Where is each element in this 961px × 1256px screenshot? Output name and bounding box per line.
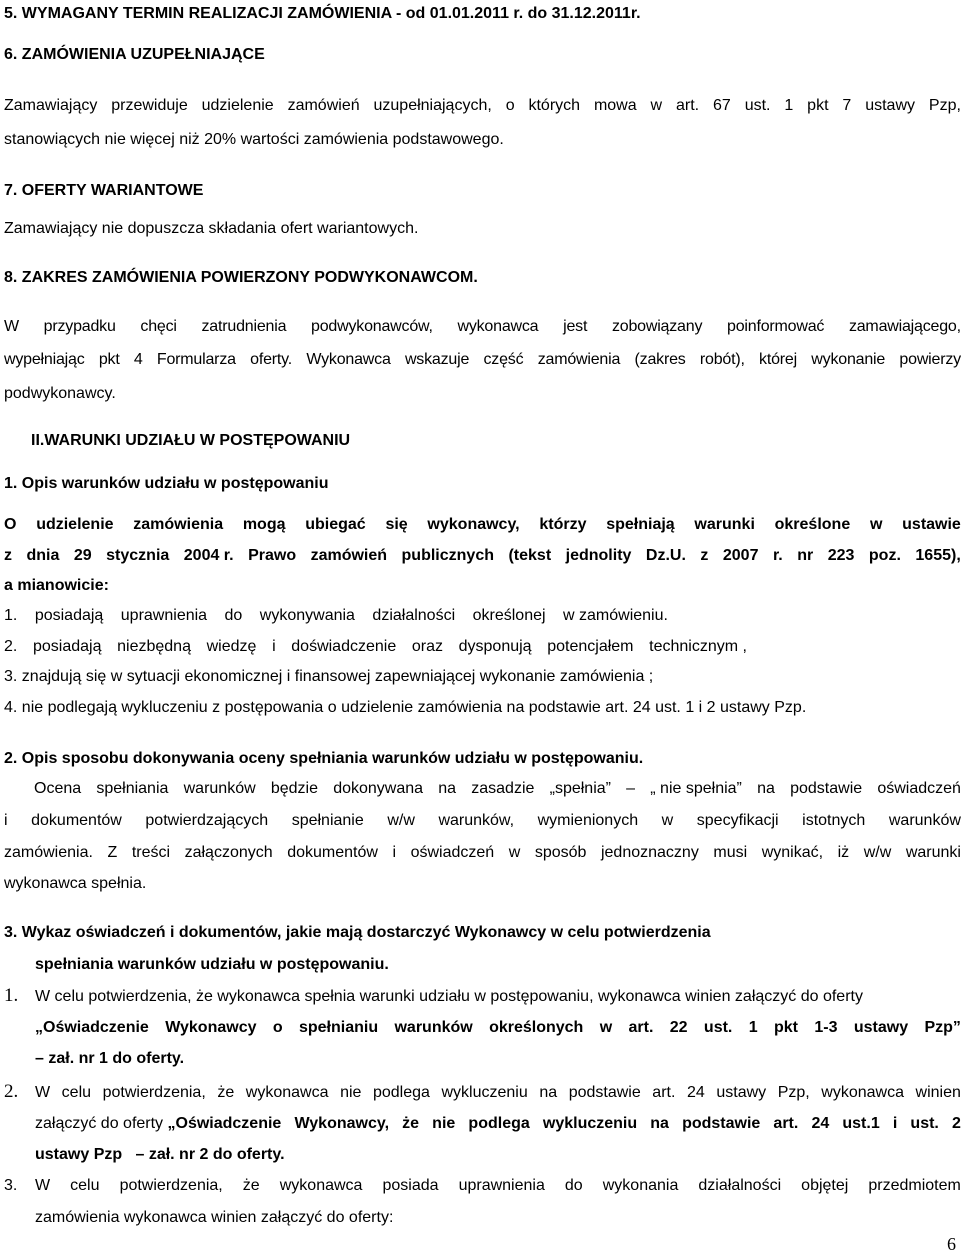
word: 1. [4, 607, 18, 624]
doc-item-3-number: 3. [4, 1177, 18, 1194]
word: jest [563, 318, 588, 335]
word: oraz [411, 638, 443, 655]
doc-item-1-line-1: W celu potwierdzenia, że wykonawca spełnia warunki udziału w postępowaniu, wykonawca winien załączyć do oferty [35, 988, 863, 1005]
word: określone [774, 516, 851, 533]
word: do [564, 1177, 583, 1194]
word: ust. [703, 1019, 733, 1036]
part-ii-2-line-2 [4, 811, 961, 831]
word: z [700, 547, 709, 564]
word: dokonywana [333, 780, 424, 797]
word: w [869, 516, 883, 533]
word: ubiegać [305, 516, 366, 533]
section-7-heading: 7. OFERTY WARIANTOWE [4, 182, 204, 199]
word: robót), [699, 351, 745, 368]
section-7-line-1: Zamawiający nie dopuszcza składania ofert wariantowych. [4, 220, 419, 237]
word: spełniania [96, 780, 169, 797]
word: określonych [489, 1019, 584, 1036]
word: uzupełniających, [373, 97, 492, 114]
word: „Oświadczenie [35, 1019, 149, 1036]
word: Pzp, [777, 1084, 810, 1101]
word: Formularza [156, 351, 236, 368]
part-ii-2-line-1 [34, 779, 961, 799]
section-6-line-2: stanowiących nie więcej niż 20% wartości zamówienia podstawowego. [4, 131, 504, 148]
condition-item-3: 3. znajdują się w sytuacji ekonomicznej i finansowej zapewniającej wykonanie zamówienia ; [4, 668, 654, 685]
word: mowa [593, 97, 637, 114]
word: z [4, 547, 12, 564]
word: wykonywania [259, 607, 355, 624]
word: celu [61, 1084, 92, 1101]
word: technicznym , [649, 638, 747, 655]
word: się [385, 516, 408, 533]
word: że [242, 1177, 260, 1194]
word: wykluczeniu [441, 1084, 528, 1101]
word: musi [713, 844, 748, 861]
word: potwierdzenia, [119, 1177, 223, 1194]
doc-item-2-line-1 [35, 1083, 961, 1103]
word: wypełniając [4, 351, 85, 368]
word: chęci [140, 318, 177, 335]
word: Wykonawcy, [294, 1115, 390, 1132]
word: Zamawiający [4, 97, 98, 114]
word: wynikać, [761, 844, 824, 861]
doc-item-2-line-2-bold [168, 1114, 961, 1134]
word: i [892, 1115, 898, 1132]
word: będzie [270, 780, 318, 797]
word: (tekst [508, 547, 552, 564]
word: „spełnia” [549, 780, 611, 797]
word: przedmiotem [868, 1177, 961, 1194]
word: objętej [801, 1177, 849, 1194]
word: warunków, [438, 812, 515, 829]
word: w [599, 1019, 613, 1036]
word: publicznych [401, 547, 494, 564]
word: w/w [863, 844, 892, 861]
word: w [508, 844, 521, 861]
word: określonej [472, 607, 546, 624]
condition-item-4: 4. nie podlegają wykluczeniu z postępowania o udzielenie zamówienia na podstawie art. 24 ust. 1 i 2 ustawy Pzp. [4, 699, 807, 716]
word: W [4, 318, 19, 335]
word: ustawy [865, 97, 915, 114]
page-number: 6 [947, 1234, 956, 1254]
word: Pzp, [928, 97, 961, 114]
word: 1 [748, 1019, 758, 1036]
word: „ nie spełnia” [650, 780, 742, 797]
word: 1-3 [814, 1019, 838, 1036]
word: którzy [539, 516, 587, 533]
word: zamówień [287, 97, 360, 114]
word: ust.1 [842, 1115, 880, 1132]
word: potencjałem [547, 638, 634, 655]
word: nr [797, 547, 814, 564]
part-ii-1-line-1 [4, 515, 961, 535]
word: niezbędną [117, 638, 191, 655]
word: ustawy [853, 1019, 909, 1036]
word: pkt [98, 351, 120, 368]
word: o [272, 1019, 283, 1036]
section-8-heading: 8. ZAKRES ZAMÓWIENIA POWIERZONY PODWYKONAWCOM. [4, 269, 478, 286]
word: wykonawca [821, 1084, 904, 1101]
word: dnia [26, 547, 60, 564]
word: 223 [827, 547, 855, 564]
word: Z [107, 844, 118, 861]
word: potwierdzenia, [102, 1084, 206, 1101]
word: istotnych [802, 812, 866, 829]
word: wskazuje [404, 351, 470, 368]
word: na [757, 780, 775, 797]
word: ust. [744, 97, 771, 114]
word: załączonych [184, 844, 273, 861]
word: podlega [372, 1084, 430, 1101]
word: w zamówieniu. [563, 607, 668, 624]
word: zamówienia [537, 351, 621, 368]
word: w/w [387, 812, 415, 829]
word: i [272, 638, 276, 655]
section-5-heading: 5. WYMAGANY TERMIN REALIZACJI ZAMÓWIENIA - od 01.01.2011 r. do 31.12.2011r. [4, 5, 641, 22]
word: 2007 [722, 547, 759, 564]
doc-item-2-line-3: ustawy Pzp – zał. nr 2 do oferty. [35, 1146, 285, 1163]
word: podstawie [682, 1115, 761, 1132]
word: udzielenie [201, 97, 274, 114]
word: podlega [468, 1115, 530, 1132]
word: wykonawcy, [427, 516, 520, 533]
word: warunków [183, 780, 256, 797]
word: na [438, 780, 457, 797]
word: spełnianie [291, 812, 364, 829]
word: 1655), [915, 547, 961, 564]
part-ii-2-line-3 [4, 843, 961, 863]
word: 1 [784, 97, 794, 114]
doc-item-2-line-2-lead: załączyć do oferty [35, 1115, 168, 1132]
word: wykonawca [457, 318, 539, 335]
word: W [35, 1177, 51, 1194]
word: udzielenie [36, 516, 114, 533]
condition-item-1 [4, 606, 668, 626]
doc-item-3-line-2: zamówienia wykonawca winien załączyć do oferty: [35, 1209, 394, 1226]
word: część [483, 351, 524, 368]
word: jednolity [565, 547, 632, 564]
doc-item-1-line-3: – zał. nr 1 do oferty. [35, 1050, 185, 1067]
word: dokumentów [287, 844, 378, 861]
word: r. [772, 547, 783, 564]
word: że [402, 1115, 420, 1132]
doc-item-2-line-2 [35, 1114, 961, 1134]
word: poinformować [727, 318, 825, 335]
word: przypadku [43, 318, 116, 335]
word: ust. [910, 1115, 939, 1132]
word: zobowiązany [611, 318, 703, 335]
part-ii-3-heading-line-2: spełniania warunków udziału w postępowaniu. [35, 956, 389, 973]
word: 7 [842, 97, 852, 114]
word: Pzp” [924, 1019, 961, 1036]
word: warunki [694, 516, 755, 533]
word: sposób [534, 844, 587, 861]
word: 24 [686, 1084, 705, 1101]
word: nie [432, 1115, 456, 1132]
word: zatrudnienia [201, 318, 287, 335]
word: uprawnienia [120, 607, 208, 624]
word: wiedzę [206, 638, 257, 655]
word: spełnianiu [298, 1019, 379, 1036]
word: specyfikacji [696, 812, 779, 829]
word: zamawiającego, [848, 318, 961, 335]
word: dysponują [458, 638, 532, 655]
word: doświadczenie [291, 638, 397, 655]
part-ii-2-heading: 2. Opis sposobu dokonywania oceny spełniania warunków udziału w postępowaniu. [4, 750, 644, 767]
word: zamówień [310, 547, 388, 564]
section-6-heading: 6. ZAMÓWIENIA UZUPEŁNIAJĄCE [4, 46, 265, 63]
word: 2004 r. [183, 547, 234, 564]
word: 24 [811, 1115, 830, 1132]
doc-item-1-number: 1. [4, 985, 19, 1006]
word: spełniają [606, 516, 675, 533]
word: i [4, 812, 8, 829]
word: że [217, 1084, 235, 1101]
word: stycznia [106, 547, 170, 564]
word: art. [675, 97, 700, 114]
word: na [539, 1084, 558, 1101]
word: wykonawca [245, 1084, 329, 1101]
word: posiada [382, 1177, 439, 1194]
word: zasadzie [471, 780, 535, 797]
word: posiadają [32, 638, 102, 655]
word: w [650, 97, 663, 114]
word: ustawie [902, 516, 961, 533]
word: winien [915, 1084, 961, 1101]
word: podwykonawców, [311, 318, 433, 335]
word: art. [652, 1084, 676, 1101]
word: Dz.U. [645, 547, 686, 564]
word: wykluczeniu [542, 1115, 638, 1132]
section-8-line-3: podwykonawcy. [4, 385, 116, 402]
word: do [224, 607, 243, 624]
word: jednoznaczny [600, 844, 699, 861]
condition-item-2 [4, 637, 747, 657]
word: posiadają [34, 607, 104, 624]
word: „Oświadczenie [167, 1115, 282, 1132]
word: podstawie [568, 1084, 641, 1101]
word: mogą [242, 516, 286, 533]
word: (zakres [634, 351, 686, 368]
word: warunki [905, 844, 961, 861]
word: poz. [868, 547, 901, 564]
word: 4 [133, 351, 143, 368]
section-8-line-1 [4, 317, 961, 337]
word: 67 [713, 97, 731, 114]
word: – [626, 780, 636, 797]
part-ii-3-heading-line-1: 3. Wykaz oświadczeń i dokumentów, jakie mają dostarczyć Wykonawcy w celu potwierdzenia [4, 924, 711, 941]
section-6-line-1 [4, 96, 961, 116]
word: Prawo [248, 547, 297, 564]
word: Wykonawca [306, 351, 391, 368]
word: potwierdzających [145, 812, 269, 829]
word: oferty. [250, 351, 293, 368]
doc-item-1-line-2 [35, 1018, 961, 1038]
word: ustawy [716, 1084, 767, 1101]
word: nie [340, 1084, 362, 1101]
word: iż [837, 844, 850, 861]
word: oświadczeń [877, 780, 961, 797]
part-ii-1-heading: 1. Opis warunków udziału w postępowaniu [4, 475, 329, 492]
word: podstawie [790, 780, 863, 797]
section-8-line-2 [4, 350, 961, 370]
word: oświadczeń [410, 844, 495, 861]
word: 22 [669, 1019, 688, 1036]
word: wymienionych [537, 812, 639, 829]
word: art. [628, 1019, 654, 1036]
word: w [661, 812, 674, 829]
doc-item-2-number: 2. [4, 1081, 19, 1102]
word: przewiduje [111, 97, 188, 114]
word: działalności [372, 607, 456, 624]
word: powierzy [899, 351, 961, 368]
word: których [528, 97, 581, 114]
word: wykonanie [811, 351, 886, 368]
word: Ocena [34, 780, 82, 797]
word: zamówienia. [4, 844, 93, 861]
word: O [4, 516, 17, 533]
part-ii-heading: II.WARUNKI UDZIAŁU W POSTĘPOWANIU [31, 432, 351, 449]
word: i [392, 844, 397, 861]
word: art. [773, 1115, 799, 1132]
word: W [35, 1084, 51, 1101]
word: 2. [4, 638, 18, 655]
word: 29 [73, 547, 92, 564]
word: Wykonawcy [165, 1019, 257, 1036]
word: 2 [952, 1115, 961, 1132]
part-ii-1-line-3: a mianowicie: [4, 577, 109, 594]
word: pkt [774, 1019, 798, 1036]
word: wykonawca [279, 1177, 363, 1194]
word: pkt [807, 97, 829, 114]
word: treści [131, 844, 171, 861]
part-ii-2-line-4: wykonawca spełnia. [4, 875, 147, 892]
doc-item-3-line-1 [35, 1176, 961, 1196]
word: dokumentów [31, 812, 122, 829]
word: warunków [394, 1019, 473, 1036]
word: działalności [698, 1177, 782, 1194]
word: warunków [888, 812, 961, 829]
word: uprawnienia [458, 1177, 545, 1194]
part-ii-1-line-2 [4, 546, 961, 566]
word: zamówienia [133, 516, 224, 533]
word: której [759, 351, 797, 368]
word: na [650, 1115, 669, 1132]
word: wykonania [602, 1177, 679, 1194]
word: o [505, 97, 515, 114]
word: celu [70, 1177, 100, 1194]
